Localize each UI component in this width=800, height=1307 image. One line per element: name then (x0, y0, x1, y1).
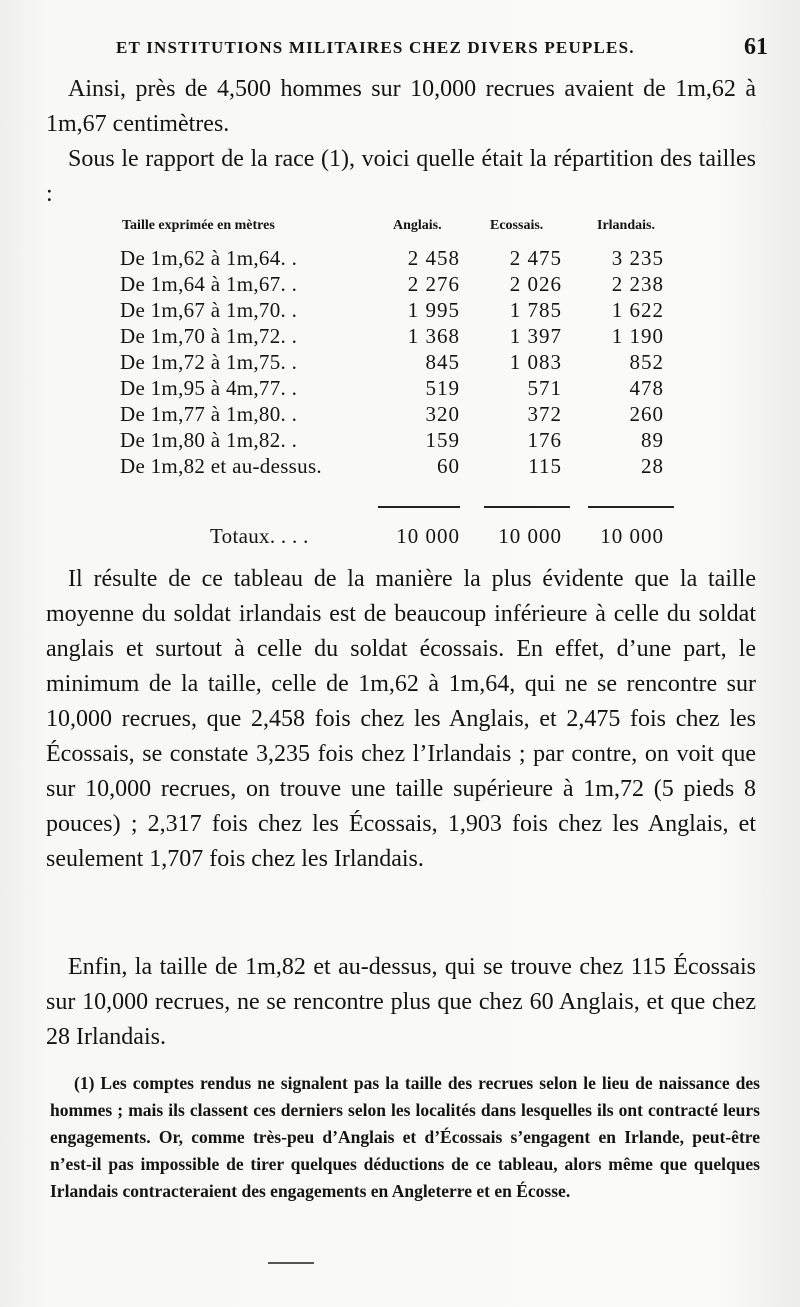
table-row (100, 428, 700, 454)
row-label: De 1m,80 à 1m,82. . (120, 428, 298, 452)
total-irlandais: 10 000 (600, 524, 664, 548)
paragraph-text: Enfin, la taille de 1m,82 et au-dessus, qui se trouve chez 115 Écossais sur 10,000 recrues, ne se rencontre plus que chez 60 Anglais, et que chez 28 Irlandais. (46, 954, 756, 1050)
cell-ecossais: 372 (527, 402, 562, 426)
row-label: De 1m,77 à 1m,80. . (120, 402, 298, 426)
paragraph-2 (46, 142, 756, 212)
cell-ecossais: 115 (528, 454, 562, 478)
table-row (100, 402, 700, 428)
table-row (100, 298, 700, 324)
running-head (116, 34, 776, 64)
cell-anglais: 60 (437, 454, 460, 478)
cell-irlandais: 2 238 (611, 272, 664, 296)
cell-irlandais: 260 (629, 402, 664, 426)
running-title: ET INSTITUTIONS MILITAIRES CHEZ DIVERS PEUPLES. (116, 38, 635, 57)
cell-irlandais: 89 (641, 428, 664, 452)
cell-ecossais: 2 475 (509, 246, 562, 270)
table-header-anglais: Anglais. (393, 218, 442, 233)
table-row (100, 454, 700, 480)
row-label: De 1m,72 à 1m,75. . (120, 350, 298, 374)
cell-ecossais: 1 083 (509, 350, 562, 374)
cell-anglais: 159 (425, 428, 460, 452)
footnote-text: (1) Les comptes rendus ne signalent pas la taille des recrues selon le lieu de naissance des hommes ; mais ils classent ces derniers selon les localités dans lesquelles ils ont contracté leurs engagements. Or, comme très-peu d’Anglais et d’Écossais s’engagent en Irlande, peut-être n’est-il pas impossible de tirer quelques déductions de ce tableau, alors même que quelques Irlandais contracteraient des engagements en Angleterre et en Écosse. (50, 1073, 760, 1201)
cell-anglais: 2 276 (407, 272, 460, 296)
paragraph-text: Ainsi, près de 4,500 hommes sur 10,000 recrues avaient de 1m,62 à 1m,67 centimètres. (46, 76, 756, 137)
cell-ecossais: 2 026 (509, 272, 562, 296)
row-label: De 1m,67 à 1m,70. . (120, 298, 298, 322)
footnote (50, 1070, 760, 1205)
table-totals-row (100, 524, 700, 550)
total-anglais: 10 000 (396, 524, 460, 548)
page-number: 61 (744, 34, 768, 60)
cell-irlandais: 3 235 (611, 246, 664, 270)
cell-irlandais: 28 (641, 454, 664, 478)
row-label: De 1m,62 à 1m,64. . (120, 246, 298, 270)
cell-anglais: 1 995 (407, 298, 460, 322)
cell-irlandais: 1 190 (611, 324, 664, 348)
table-row (100, 324, 700, 350)
paragraph-4 (46, 950, 756, 1055)
table-row (100, 272, 700, 298)
paragraph-text: Il résulte de ce tableau de la manière la plus évidente que la taille moyenne du soldat irlandais est de beaucoup inférieure à celle du soldat anglais et surtout à celle du soldat écossais. En effet, d’une part, le minimum de la taille, celle de 1m,62 à 1m,64, qui ne se rencontre sur 10,000 recrues, que 2,458 fois chez les Anglais, et 2,475 fois chez les Écossais, se constate 3,235 fois chez l’Irlandais ; par contre, on voit que sur 10,000 recrues, on trouve une taille supérieure à 1m,72 (5 pieds 8 pouces) ; 2,317 fois chez les Écossais, 1,903 fois chez les Anglais, et seulement 1,707 fois chez les Irlandais. (46, 566, 756, 872)
totals-label: Totaux. . . . (210, 524, 309, 548)
sum-rule-anglais (378, 506, 460, 508)
row-label: De 1m,95 à 4m,77. . (120, 376, 298, 400)
cell-irlandais: 852 (629, 350, 664, 374)
row-label: De 1m,82 et au-dessus. (120, 454, 322, 478)
cell-anglais: 320 (425, 402, 460, 426)
table-header-height: Taille exprimée en mètres (122, 218, 275, 233)
row-label: De 1m,70 à 1m,72. . (120, 324, 298, 348)
row-label: De 1m,64 à 1m,67. . (120, 272, 298, 296)
sum-rule-irlandais (588, 506, 674, 508)
cell-anglais: 519 (425, 376, 460, 400)
table-header-ecossais: Ecossais. (490, 218, 544, 233)
cell-anglais: 1 368 (407, 324, 460, 348)
paragraph-3 (46, 562, 756, 877)
table-header-irlandais: Irlandais. (597, 218, 655, 233)
cell-irlandais: 478 (629, 376, 664, 400)
cell-ecossais: 176 (527, 428, 562, 452)
page-end-mark (268, 1262, 314, 1264)
cell-anglais: 2 458 (407, 246, 460, 270)
table-row (100, 350, 700, 376)
cell-ecossais: 571 (527, 376, 562, 400)
cell-irlandais: 1 622 (611, 298, 664, 322)
paragraph-1 (46, 72, 756, 142)
cell-ecossais: 1 785 (509, 298, 562, 322)
cell-anglais: 845 (425, 350, 460, 374)
sum-rule-ecossais (484, 506, 570, 508)
paragraph-text: Sous le rapport de la race (1), voici quelle était la répartition des tailles : (46, 146, 756, 207)
table-row (100, 246, 700, 272)
table-row (100, 376, 700, 402)
cell-ecossais: 1 397 (509, 324, 562, 348)
total-ecossais: 10 000 (498, 524, 562, 548)
